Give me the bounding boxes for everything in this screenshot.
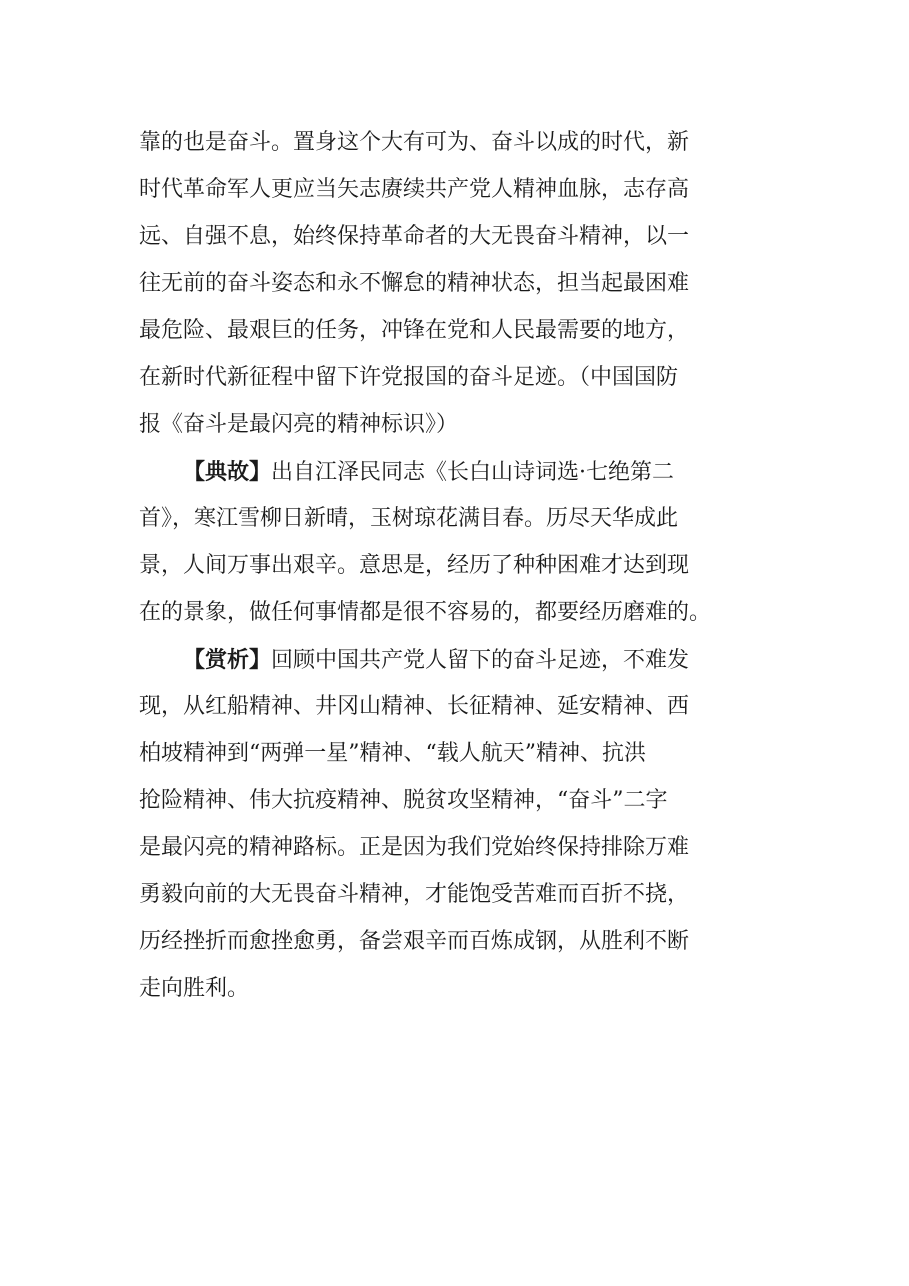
paragraph-3-first-text: 回顾中国共产党人留下的奋斗足迹，不难发 [271, 648, 690, 673]
paragraph-1-line: 往无前的奋斗姿态和永不懈怠的精神状态，担当起最困难 [139, 271, 690, 296]
appreciation-label: 【赏析】 [183, 647, 272, 673]
paragraph-3-line: 现，从红船精神、井冈山精神、长征精神、延安精神、西 [139, 694, 690, 719]
paragraph-2-first-text: 出自江泽民同志《长白山诗词选·七绝第二 [271, 460, 675, 485]
paragraph-2-line: 在的景象，做任何事情都是很不容易的，都要经历磨难的。 [139, 600, 712, 625]
paragraph-2-line: 景，人间万事出艰辛。意思是，经历了种种困难才达到现 [139, 553, 690, 578]
paragraph-1-line: 远、自强不息，始终保持革命者的大无畏奋斗精神，以一 [139, 224, 690, 249]
paragraph-1-line: 报《奋斗是最闪亮的精神标识》） [139, 412, 459, 437]
allusion-label: 【典故】 [183, 459, 272, 485]
paragraph-1-line: 时代革命军人更应当矢志赓续共产党人精神血脉，志存高 [139, 177, 690, 202]
paragraph-2-line: 首》，寒江雪柳日新晴，玉树琼花满目春。历尽天华成此 [139, 506, 679, 531]
paragraph-3-line: 勇毅向前的大无畏奋斗精神，才能饱受苦难而百折不挠， [139, 882, 690, 907]
paragraph-3-line: 是最闪亮的精神路标。正是因为我们党始终保持排除万难 [139, 835, 690, 860]
paragraph-1-line: 在新时代新征程中留下许党报国的奋斗足迹。（中国国防 [139, 365, 679, 390]
paragraph-3-line: 走向胜利。 [139, 976, 250, 1001]
paragraph-3-line: 抢险精神、伟大抗疫精神、脱贫攻坚精神，“奋斗”二字 [139, 788, 668, 813]
paragraph-3-line: 柏坡精神到“两弹一星”精神、“载人航天”精神、抗洪 [139, 741, 646, 766]
paragraph-1-line: 最危险、最艰巨的任务，冲锋在党和人民最需要的地方， [139, 318, 690, 343]
paragraph-2-first-line [183, 459, 674, 485]
paragraph-1-line: 靠的也是奋斗。置身这个大有可为、奋斗以成的时代，新 [139, 130, 690, 155]
paragraph-3-first-line [183, 647, 689, 673]
paragraph-3-line: 历经挫折而愈挫愈勇，备尝艰辛而百炼成钢，从胜利不断 [139, 929, 690, 954]
